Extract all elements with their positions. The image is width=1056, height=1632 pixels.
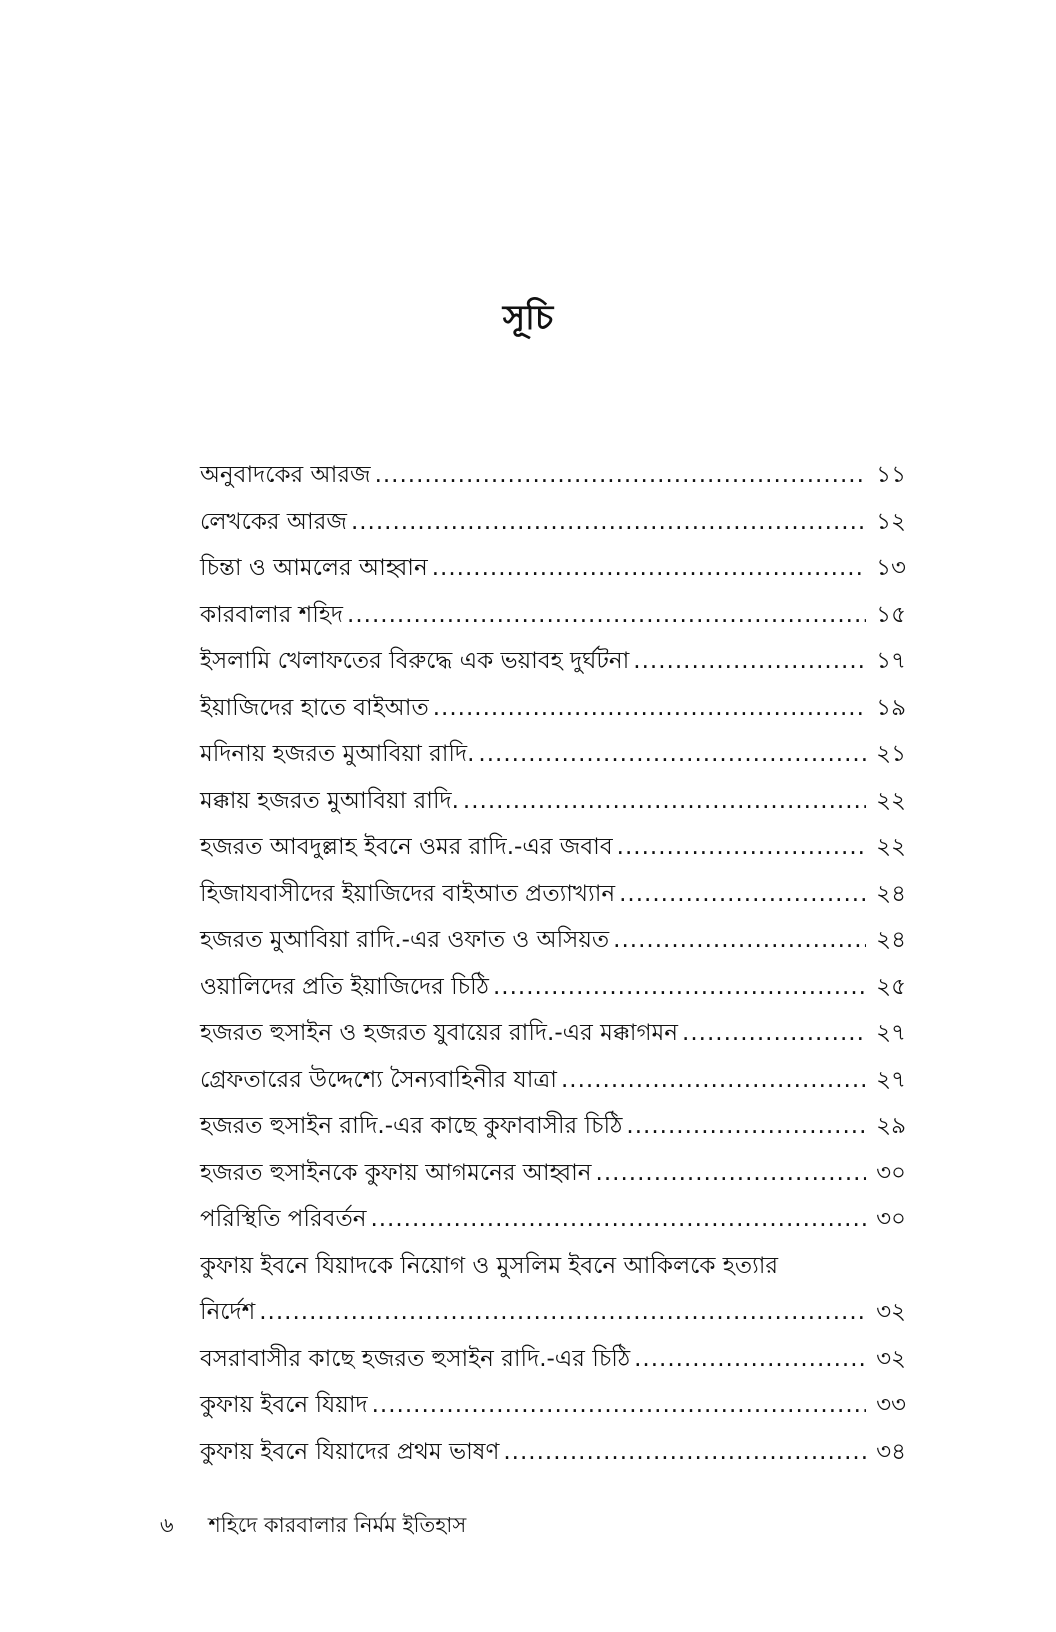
dot-leader (259, 1289, 866, 1336)
toc-entry-title: চিন্তা ও আমলের আহ্বান (200, 555, 428, 581)
toc-entry-page: ১১ (876, 462, 906, 488)
toc-entry-page: ৩২ (876, 1345, 906, 1372)
toc-entry[interactable] (200, 638, 906, 685)
toc-entry-page: ২৭ (876, 1066, 906, 1093)
dot-leader (433, 685, 866, 732)
dot-leader (503, 1429, 866, 1476)
toc-entry[interactable] (200, 685, 906, 732)
dot-leader (351, 499, 866, 546)
toc-entry[interactable] (200, 871, 906, 918)
toc-entry-continuation (200, 1289, 906, 1336)
toc-entry[interactable] (200, 1196, 906, 1243)
toc-entry[interactable] (200, 1010, 906, 1057)
toc-entry-page: ১৭ (876, 648, 906, 674)
toc-entry-title: কুফায় ইবনে যিয়াদ (200, 1392, 368, 1418)
toc-entry-title: ওয়ালিদের প্রতি ইয়াজিদের চিঠি (200, 973, 489, 1000)
toc-entry-page: ৩২ (876, 1299, 906, 1325)
dot-leader (596, 1150, 866, 1197)
toc-entry-title: মদিনায় হজরত মুআবিয়া রাদি. (200, 741, 475, 767)
toc-entry-page: ২২ (876, 787, 906, 814)
toc-entry-page: ২১ (876, 741, 906, 767)
toc-entry-title: লেখকের আরজ (200, 508, 347, 535)
toc-entry-title: কারবালার শহিদ (200, 601, 344, 628)
dot-leader (617, 824, 866, 871)
dot-leader (375, 452, 866, 499)
toc-entry[interactable] (200, 499, 906, 546)
footer-book-title: শহিদে কারবালার নির্মম ইতিহাস (208, 1513, 467, 1537)
toc-entry-title: ইয়াজিদের হাতে বাইআত (200, 694, 429, 721)
toc-entry[interactable] (200, 1150, 906, 1197)
toc-entry[interactable] (200, 1103, 906, 1150)
toc-entry[interactable] (200, 1057, 906, 1104)
toc-entry-page: ১৫ (876, 601, 906, 628)
toc-entry-title: হজরত মুআবিয়া রাদি.-এর ওফাত ও অসিয়ত (200, 927, 610, 953)
page-title: সূচি (502, 298, 554, 338)
dot-leader (633, 638, 866, 685)
toc-entry-page: ৩৩ (876, 1392, 906, 1418)
toc-entry[interactable] (200, 452, 906, 499)
dot-leader (561, 1057, 866, 1104)
toc-entry-title: হজরত হুসাইন রাদি.-এর কাছে কুফাবাসীর চিঠি (200, 1113, 623, 1139)
toc-entry-title: গ্রেফতারের উদ্দেশ্যে সৈন্যবাহিনীর যাত্রা (200, 1066, 557, 1093)
toc-entry-title: পরিস্থিতি পরিবর্তন (200, 1206, 367, 1232)
toc-entry[interactable] (200, 1243, 906, 1336)
toc-entry-title: ইসলামি খেলাফতের বিরুদ্ধে এক ভয়াবহ দুর্ঘটনা (200, 648, 630, 674)
toc-entry-page: ১২ (876, 508, 906, 535)
toc-entry-title: বসরাবাসীর কাছে হজরত হুসাইন রাদি.-এর চিঠি (200, 1345, 631, 1372)
toc-entry[interactable] (200, 917, 906, 964)
page-footer (160, 1510, 466, 1540)
toc-entry-page: ২৫ (876, 973, 906, 1000)
dot-leader (493, 964, 866, 1011)
toc-entry[interactable] (200, 824, 906, 871)
toc-entry-title: হজরত হুসাইন ও হজরত যুবায়ের রাদি.-এর মক্কাগমন (200, 1020, 679, 1046)
toc-entry[interactable] (200, 545, 906, 592)
toc-entry[interactable] (200, 778, 906, 825)
toc-entry[interactable] (200, 592, 906, 639)
toc-entry-title: মক্কায় হজরত মুআবিয়া রাদি. (200, 787, 459, 814)
table-of-contents (200, 452, 906, 1475)
toc-entry-title: কুফায় ইবনে যিয়াদের প্রথম ভাষণ (200, 1438, 500, 1465)
toc-entry-page: ৩৪ (876, 1438, 906, 1465)
toc-entry[interactable] (200, 1336, 906, 1383)
toc-entry-page: ২২ (876, 834, 906, 860)
toc-entry[interactable] (200, 1429, 906, 1476)
dot-leader (432, 545, 866, 592)
toc-entry[interactable] (200, 731, 906, 778)
toc-entry-title: হজরত আবদুল্লাহ ইবনে ওমর রাদি.-এর জবাব (200, 834, 613, 860)
footer-page-number: ৬ (160, 1513, 174, 1537)
toc-entry-title: হজরত হুসাইনকে কুফায় আগমনের আহ্বান (200, 1159, 592, 1186)
toc-entry-page: ২৪ (876, 927, 906, 953)
toc-entry-page: ১৯ (876, 694, 906, 721)
toc-entry-title: কুফায় ইবনে যিয়াদকে নিয়োগ ও মুসলিম ইবনে আকিলকে হত্যার (200, 1252, 779, 1279)
dot-leader (634, 1336, 866, 1383)
dot-leader (370, 1196, 866, 1243)
dot-leader (372, 1382, 866, 1429)
toc-entry-title: হিজাযবাসীদের ইয়াজিদের বাইআত প্রত্যাখ্যান (200, 880, 616, 907)
toc-entry-title: অনুবাদকের আরজ (200, 462, 371, 488)
dot-leader (478, 731, 866, 778)
toc-entry[interactable] (200, 964, 906, 1011)
dot-leader (619, 871, 866, 918)
toc-entry-page: ২৭ (876, 1020, 906, 1046)
toc-entry-page: ২৯ (876, 1113, 906, 1139)
dot-leader (613, 917, 866, 964)
toc-entry-page: ১৩ (876, 555, 906, 581)
toc-entry-page: ৩০ (876, 1206, 906, 1232)
toc-entry-page: ২৪ (876, 880, 906, 907)
dot-leader (626, 1103, 866, 1150)
toc-entry-title-continued: নির্দেশ (200, 1299, 256, 1325)
dot-leader (347, 592, 866, 639)
dot-leader (682, 1010, 866, 1057)
dot-leader (463, 778, 866, 825)
toc-entry-page: ৩০ (876, 1159, 906, 1186)
toc-entry[interactable] (200, 1382, 906, 1429)
